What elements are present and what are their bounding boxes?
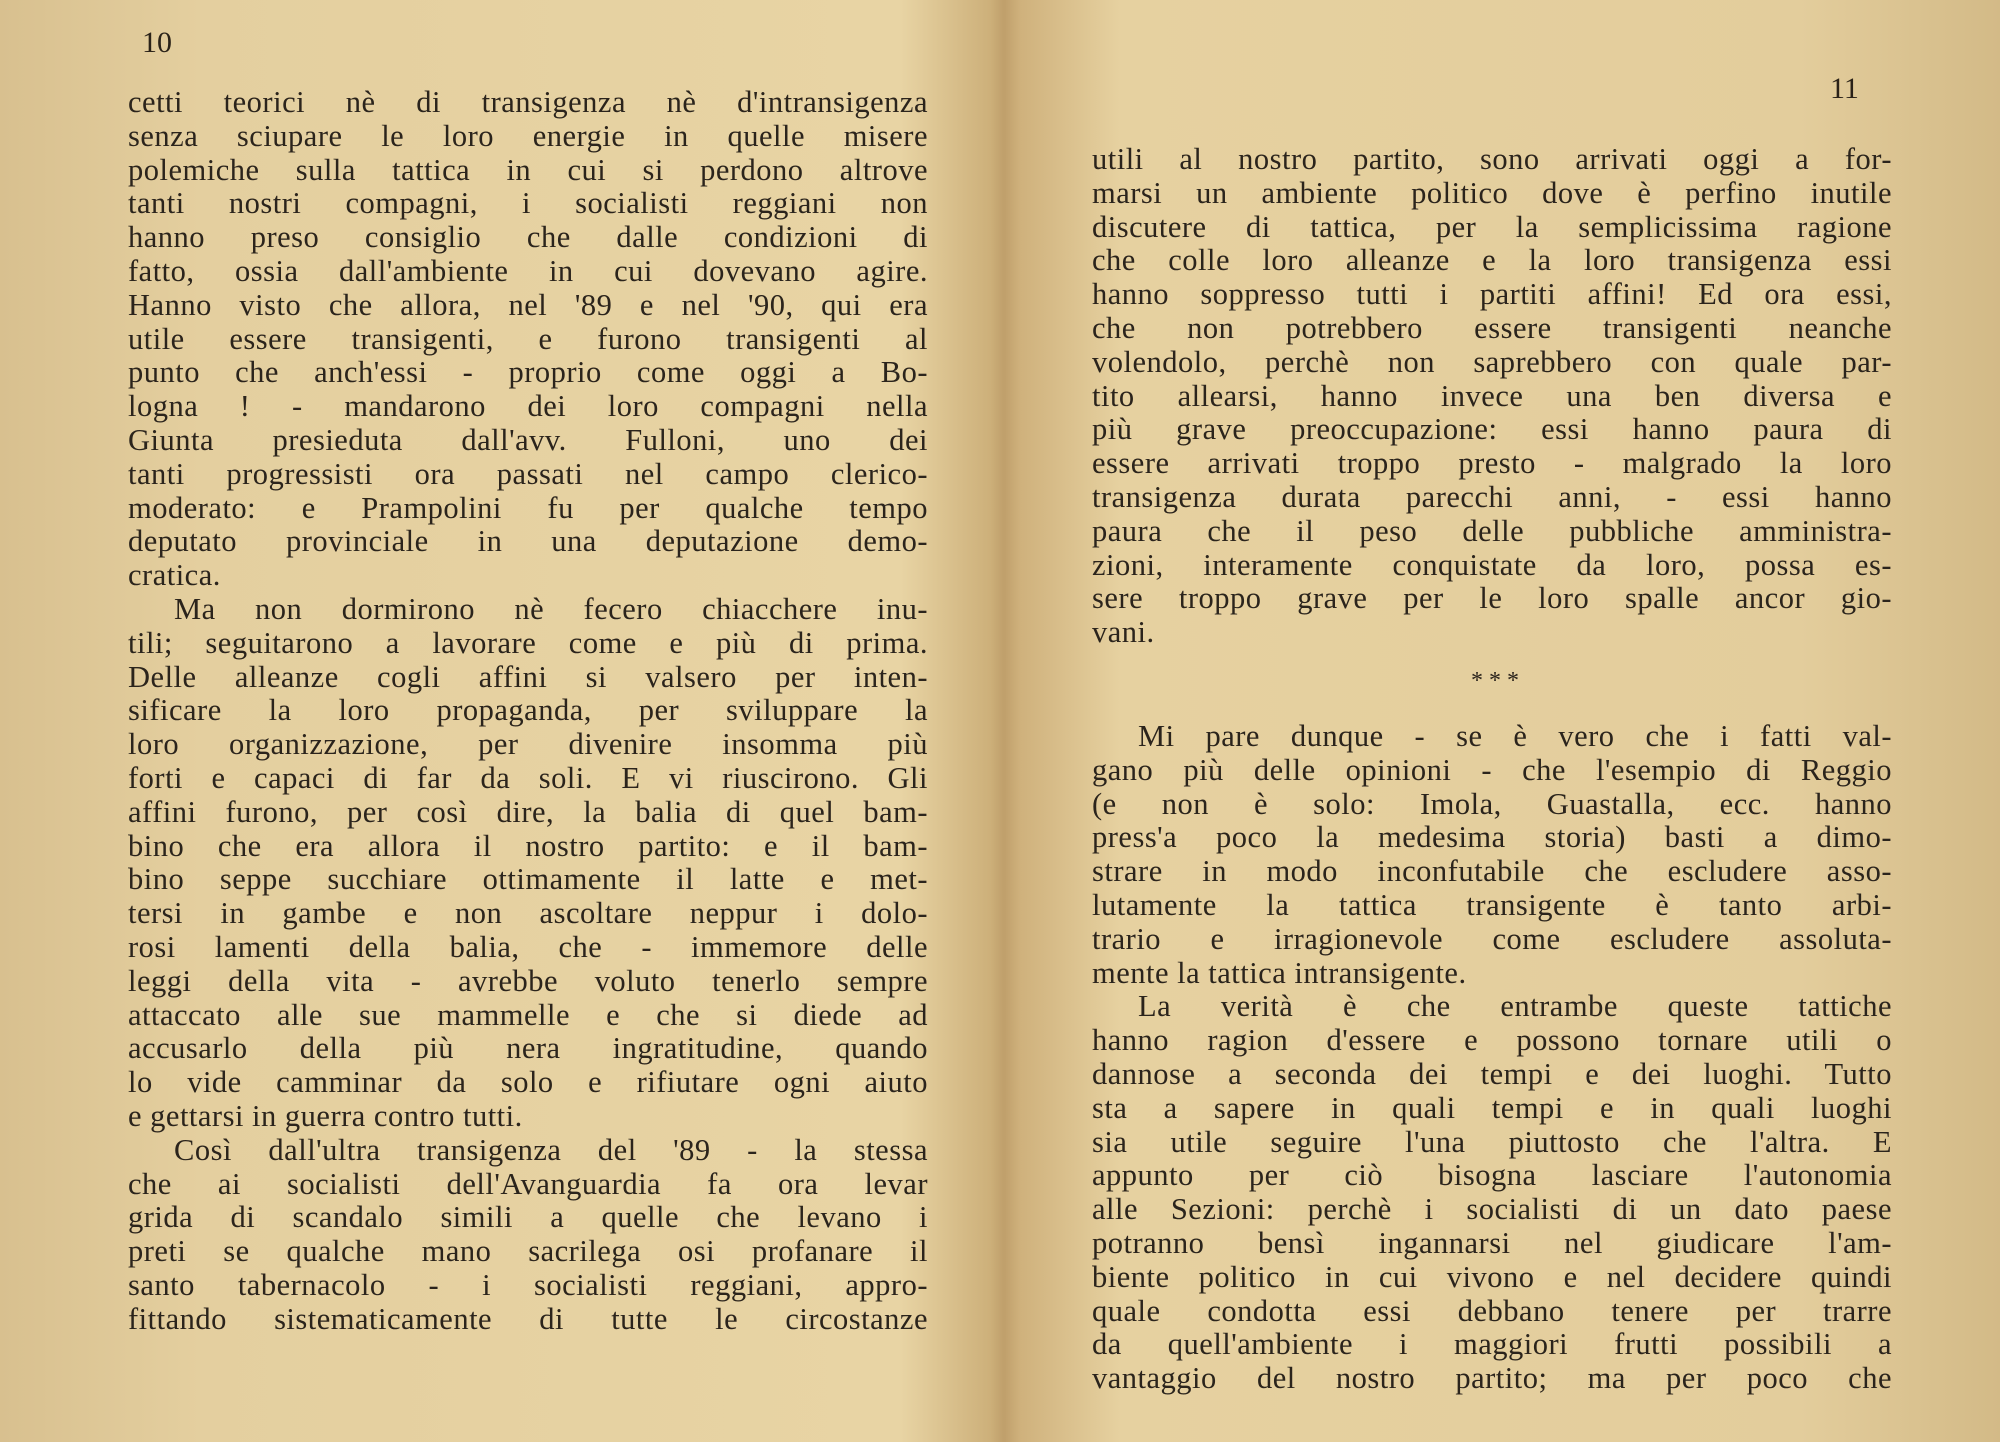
text-line: utile essere transigenti, e furono transigenti al xyxy=(128,321,928,356)
text-line: dannose a seconda dei tempi e dei luoghi. Tutto xyxy=(1092,1056,1892,1091)
text-line: attaccato alle sue mammelle e che si diede ad xyxy=(128,997,928,1032)
text-line: sia utile seguire l'una piuttosto che l'altra. E xyxy=(1092,1124,1892,1159)
text-line: alle Sezioni: perchè i socialisti di un dato paese xyxy=(1092,1192,1892,1227)
text-line: trario e irragionevole come escludere assoluta- xyxy=(1092,921,1892,956)
text-line: gano più delle opinioni - che l'esempio di Reggio xyxy=(1092,752,1892,787)
text-line: sere troppo grave per le loro spalle ancor gio- xyxy=(1092,581,1892,616)
text-line: tersi in gambe e non ascoltare neppur i dolo- xyxy=(128,896,928,931)
text-line: logna ! - mandarono dei loro compagni nella xyxy=(128,389,928,424)
text-line: utili al nostro partito, sono arrivati oggi a for- xyxy=(1092,142,1892,176)
text-line: senza sciupare le loro energie in quelle misere xyxy=(128,118,928,153)
text-line: e gettarsi in guerra contro tutti. xyxy=(128,1098,523,1133)
text-line: leggi della vita - avrebbe voluto tenerlo sempre xyxy=(128,963,928,998)
page-number: 10 xyxy=(142,26,172,59)
text-line: sificare la loro propaganda, per sviluppare la xyxy=(128,693,928,728)
text-line: lutamente la tattica transigente è tanto arbi- xyxy=(1092,887,1892,922)
text-line: che non potrebbero essere transigenti neanche xyxy=(1092,310,1892,345)
text-line: cetti teorici nè di transigenza nè d'intransigenza xyxy=(128,85,928,119)
text-line: deputato provinciale in una deputazione demo- xyxy=(128,524,928,559)
text-line: da quell'ambiente i maggiori frutti possibili a xyxy=(1092,1327,1892,1362)
text-line: mente la tattica intransigente. xyxy=(1092,955,1467,990)
text-line: tito allearsi, hanno invece una ben diversa e xyxy=(1092,378,1892,413)
text-line: fatto, ossia dall'ambiente in cui dovevano agire. xyxy=(128,253,928,288)
text-line: loro organizzazione, per divenire insomma più xyxy=(128,727,928,762)
text-line: preti se qualche mano sacrilega osi profanare il xyxy=(128,1234,928,1269)
text-line: essere arrivati troppo presto - malgrado la loro xyxy=(1092,446,1892,481)
text-line: marsi un ambiente politico dove è perfino inutile xyxy=(1092,175,1892,210)
text-line: transigenza durata parecchi anni, - essi hanno xyxy=(1092,479,1892,514)
text-line: forti e capaci di far da soli. E vi riuscirono. Gli xyxy=(128,760,928,795)
text-line: sta a sapere in quali tempi e in quali luoghi xyxy=(1092,1090,1892,1125)
text-line: Hanno visto che allora, nel '89 e nel '90, qui era xyxy=(128,287,928,322)
text-line: zioni, interamente conquistate da loro, possa es- xyxy=(1092,547,1892,582)
text-line: cratica. xyxy=(128,558,221,593)
text-line: Delle alleanze cogli affini si valsero per inten- xyxy=(128,659,928,694)
text-line: appunto per ciò bisogna lasciare l'autonomia xyxy=(1092,1158,1892,1193)
text-line: santo tabernacolo - i socialisti reggiani, appro- xyxy=(128,1267,928,1302)
text-line: Così dall'ultra transigenza del '89 - la stessa xyxy=(174,1132,928,1167)
page-number: 11 xyxy=(1830,72,1859,105)
text-line: che colle loro alleanze e la loro transigenza essi xyxy=(1092,243,1892,278)
text-line: vani. xyxy=(1092,615,1155,650)
section-separator: * * * xyxy=(1471,668,1519,694)
text-line: bino che era allora il nostro partito: e il bam- xyxy=(128,828,928,863)
text-line: tanti progressisti ora passati nel campo clerico- xyxy=(128,456,928,491)
text-line: press'a poco la medesima storia) basti a dimo- xyxy=(1092,820,1892,855)
text-line: quale condotta essi debbano tenere per trarre xyxy=(1092,1293,1892,1328)
text-line: Ma non dormirono nè fecero chiacchere inu- xyxy=(174,591,928,626)
text-line: hanno preso consiglio che dalle condizioni di xyxy=(128,220,928,255)
text-line: lo vide camminar da solo e rifiutare ogni aiuto xyxy=(128,1065,928,1100)
text-line: volendolo, perchè non saprebbero con quale par- xyxy=(1092,344,1892,379)
text-line: potranno bensì ingannarsi nel giudicare l'am- xyxy=(1092,1225,1892,1260)
text-line: rosi lamenti della balia, che - immemore delle xyxy=(128,929,928,964)
right-page-text-bottom xyxy=(1092,720,1892,1396)
text-line: La verità è che entrambe queste tattiche xyxy=(1138,989,1892,1024)
text-line: strare in modo inconfutabile che escludere asso- xyxy=(1092,854,1892,889)
text-line: biente politico in cui vivono e nel decidere quindi xyxy=(1092,1259,1892,1294)
text-line: hanno soppresso tutti i partiti affini! Ed ora essi, xyxy=(1092,277,1892,312)
text-line: (e non è solo: Imola, Guastalla, ecc. hanno xyxy=(1092,786,1892,821)
text-line: che ai socialisti dell'Avanguardia fa ora levar xyxy=(128,1166,928,1201)
text-line: affini furono, per così dire, la balia di quel bam- xyxy=(128,794,928,829)
text-line: tanti nostri compagni, i socialisti reggiani non xyxy=(128,186,928,221)
text-line: paura che il peso delle pubbliche amministra- xyxy=(1092,513,1892,548)
left-page-text xyxy=(128,86,928,1336)
text-line: bino seppe succhiare ottimamente il latte e met- xyxy=(128,862,928,897)
right-page-text-top xyxy=(1092,143,1892,650)
text-line: accusarlo della più nera ingratitudine, quando xyxy=(128,1031,928,1066)
text-line: fittando sistematicamente di tutte le circostanze xyxy=(128,1301,928,1336)
text-line: più grave preoccupazione: essi hanno paura di xyxy=(1092,412,1892,447)
text-line: punto che anch'essi - proprio come oggi a Bo- xyxy=(128,355,928,390)
text-line: discutere di tattica, per la semplicissima ragione xyxy=(1092,209,1892,244)
text-line: hanno ragion d'essere e possono tornare utili o xyxy=(1092,1023,1892,1058)
text-line: moderato: e Prampolini fu per qualche tempo xyxy=(128,490,928,525)
text-line: polemiche sulla tattica in cui si perdono altrove xyxy=(128,152,928,187)
text-line: Giunta presieduta dall'avv. Fulloni, uno dei xyxy=(128,422,928,457)
text-line: vantaggio del nostro partito; ma per poco che xyxy=(1092,1361,1892,1396)
text-line: tili; seguitarono a lavorare come e più di prima. xyxy=(128,625,928,660)
text-line: Mi pare dunque - se è vero che i fatti val- xyxy=(1138,719,1892,753)
right-page xyxy=(1012,0,2000,1442)
text-line: grida di scandalo simili a quelle che levano i xyxy=(128,1200,928,1235)
